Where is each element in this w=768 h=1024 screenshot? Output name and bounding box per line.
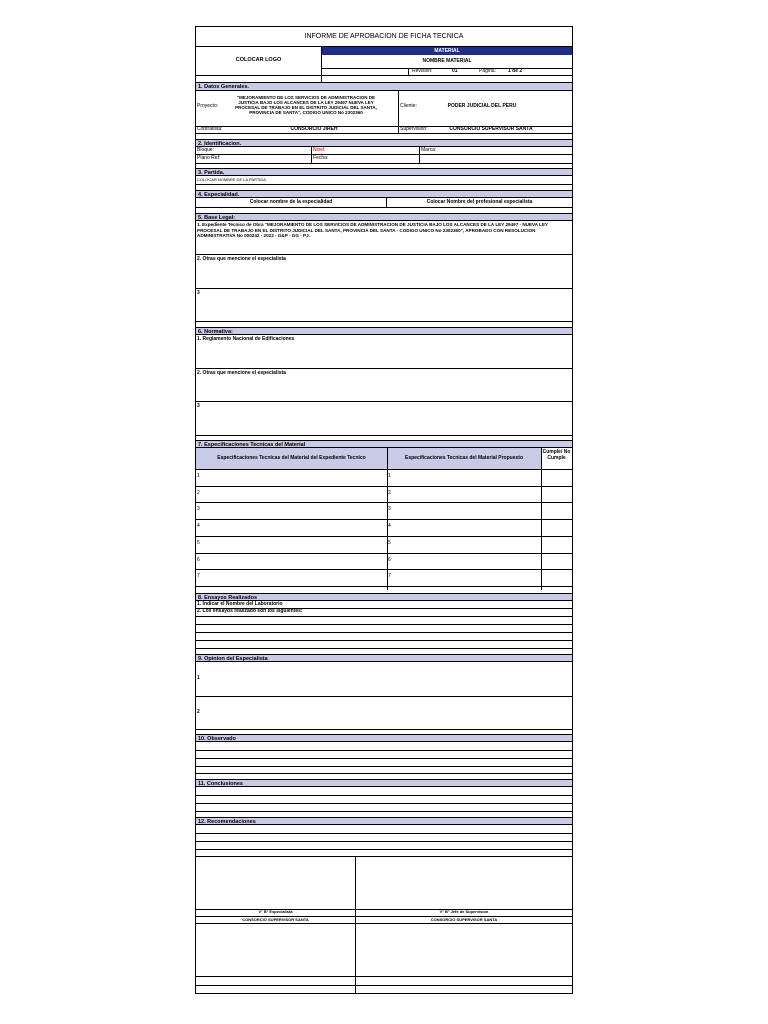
project-label: Proyecto: <box>197 103 219 109</box>
form-title: INFORME DE APROBACION DE FICHA TECNICA <box>304 33 464 40</box>
spec-row-expediente-number: 5 <box>197 539 200 546</box>
contractor-label: Contratista: <box>197 126 223 132</box>
legal-item-1: 1. Expediente Tecnico de Obra "MEJORAMIENTO DE LOS SERVICIOS DE ADMINISTRACION DE JUSTICIA BAJO LOS ALCANCES DE LA LEY 29497 - NUEVA LEY PROCESAL DE TRABAJO EN EL DISTRITO JUDICIAL DEL SANTA, PROVINCIA DEL SANTA - CODIGO UNICO No 2302360", APROBADO CON RESOLUCION ADMINISTRATIVA No 000242 - 2022 - G&P - GG - PJ. <box>197 222 549 238</box>
spec-row-expediente-number: 4 <box>197 523 200 530</box>
signature-left-role: V° B° Especialista <box>258 909 293 914</box>
legal-item-2: 2. Otras que mencione el especialista <box>197 256 286 262</box>
section-12-header: 12. Recomendaciones <box>196 817 572 825</box>
bloque-label: Bloque: <box>197 147 214 153</box>
supervision-value: CONSORCIO SUPERVISOR SANTA <box>449 126 533 132</box>
technical-sheet-form <box>195 26 573 994</box>
norm-item-1: 1. Reglamento Nacional de Edificaciones <box>197 336 295 342</box>
plano-label: Plano Ref: <box>197 155 221 161</box>
section-10-header: 10. Observado <box>196 734 572 742</box>
norm-item-3: 3 <box>197 403 200 409</box>
spec-col-expediente: Especificaciones Tecnicas del Material del Expediente Tecnico <box>196 448 387 469</box>
spec-row-propuesto-number: 7 <box>388 573 391 580</box>
spec-row-divider <box>196 486 572 487</box>
opinion-item-2: 2 <box>197 709 200 715</box>
spec-row-expediente-number: 1 <box>197 473 200 479</box>
spec-row-divider <box>196 519 572 520</box>
norm-item-2: 2. Otras que mencione el especialista <box>197 370 286 376</box>
spec-row-propuesto-number: 4 <box>388 523 391 530</box>
spec-row-expediente-number: 7 <box>197 573 200 580</box>
section-7-header: 7. Especificaciones Tecnicas del Material <box>196 440 572 448</box>
section-9-header: 9. Opinion del Especialista <box>196 654 572 662</box>
signature-right-role: V° B° Jefe de Supervision <box>439 909 489 914</box>
section-4-header: 4. Especialidad. <box>196 190 572 198</box>
spec-row-propuesto-number: 1 <box>388 473 391 479</box>
spec-row-propuesto-number: 6 <box>388 556 391 563</box>
page-label: Pagina: <box>479 68 496 74</box>
tests-item-2: 2. Los ensayos realizado son los siguientes: <box>197 608 303 614</box>
client-value: PODER JUDICIAL DEL PERU <box>447 103 517 109</box>
client-label: Cliente: <box>400 103 417 109</box>
spec-row-propuesto-number: 5 <box>388 539 391 546</box>
material-label: MATERIAL <box>322 47 572 55</box>
professional-value: Colocar Nombre del profesional especialista <box>426 199 533 205</box>
section-1-header: 1. Datos Generales. <box>196 82 572 91</box>
supervision-label: Supervision: <box>400 126 428 132</box>
spec-row-divider <box>196 536 572 537</box>
legal-item-3: 3 <box>197 290 200 296</box>
nivel-label: Nivel: <box>313 147 326 153</box>
material-name: NOMBRE MATERIAL <box>422 58 472 64</box>
section-5-header: 5. Base Legal: <box>196 213 572 221</box>
section-11-header: 11. Conclusiones <box>196 779 572 787</box>
spec-col-cumple: Cumple/ No Cumple <box>542 449 571 461</box>
signature-right-org: CONSORCIO SUPERVISOR SANTA <box>430 917 498 922</box>
section-2-header: 2. Identificacion. <box>196 139 572 147</box>
spec-row-propuesto-number: 3 <box>388 506 391 513</box>
contractor-value: CONSORCIO JIREH <box>290 126 338 132</box>
revision-value: 01 <box>452 68 458 74</box>
spec-row-divider <box>196 569 572 570</box>
partida-value: COLOCAR NOMBRE DE LA PARTIDA <box>197 177 266 182</box>
signature-left-org: CONSORCIO SUPERVISOR SANTA <box>242 917 309 922</box>
revision-label: Revision: <box>412 68 433 74</box>
specialty-value: Colocar nombre de la especialidad <box>249 199 333 205</box>
spec-row-expediente-number: 2 <box>197 489 200 496</box>
section-8-header: 8. Ensayos Realizados <box>196 593 572 601</box>
spec-row-divider <box>196 502 572 503</box>
tests-item-1: 1. Indicar el Nombre del Laboratorio <box>197 601 283 607</box>
project-value: "MEJORAMIENTO DE LOS SERVICIOS DE ADMINISTRACION DE JUSTICIA BAJO LOS ALCANCES DE LA LEY 29497 NUEVA LEY PROCESAL DE TRABAJO EN EL DISTRITO JUDICIAL DEL SANTA, PROVINCIA DE SANTA", CODIGO UNICO No 2302360 <box>235 95 377 115</box>
spec-row-propuesto-number: 2 <box>388 489 391 496</box>
logo-placeholder: COLOCAR LOGO <box>235 57 282 63</box>
spec-row-expediente-number: 6 <box>197 556 200 563</box>
spec-row-expediente-number: 3 <box>197 506 200 513</box>
page-value: 1 de 2 <box>508 68 523 74</box>
marca-label: Marca: <box>421 147 437 153</box>
spec-row-divider <box>196 553 572 554</box>
spec-col-propuesto: Especificaciones Tecnicas del Material Propuesto <box>387 448 541 469</box>
section-6-header: 6. Normativa: <box>196 327 572 335</box>
fecha-label: Fecha: <box>313 155 329 161</box>
section-3-header: 3. Partida. <box>196 168 572 176</box>
opinion-item-1: 1 <box>197 675 200 681</box>
spec-row-divider <box>196 586 572 587</box>
